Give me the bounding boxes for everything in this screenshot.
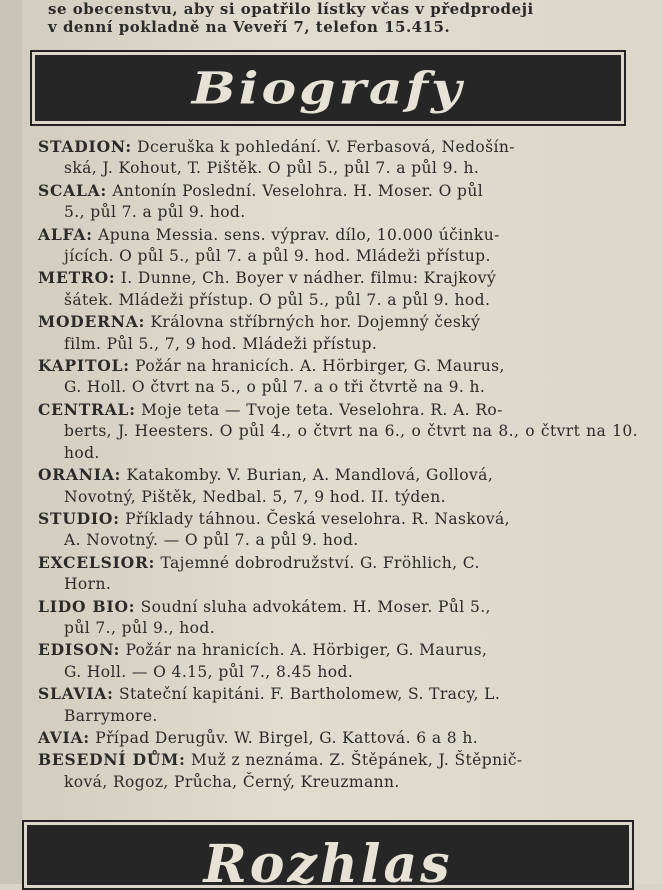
top-notice-line-1: se obecenstvu, aby si opatřilo lístky včas v předprodeji [48, 0, 534, 18]
section-title: Biografy [191, 62, 465, 114]
cinema-entry [38, 464, 638, 508]
entry-continuation: jících. O půl 5., půl 7. a půl 9. hod. Mládeži přístup. [64, 247, 491, 266]
entry-line: Případ Derugův. W. Birgel, G. Kattová. 6 a 8 h. [95, 728, 479, 747]
entry-line: Královna stříbrných hor. Dojemný český [150, 313, 481, 332]
cinema-name: STUDIO: [38, 508, 120, 528]
entry-line: Tajemné dobrodružství. G. Fröhlich, C. [160, 553, 480, 572]
cinema-entry [38, 683, 638, 727]
cinema-name: MODERNA: [38, 312, 146, 332]
cinema-name: BESEDNÍ DŮM: [38, 750, 186, 770]
cinema-entry [38, 727, 638, 749]
entry-line: Apuna Messia. sens. výprav. dílo, 10.000 účinku- [98, 225, 500, 244]
cinema-entry [38, 136, 638, 180]
cinema-name: LIDO BIO: [38, 596, 136, 616]
entry-line: Katakomby. V. Burian, A. Mandlová, Gollová, [126, 466, 494, 485]
cinema-name: ORANIA: [38, 465, 122, 485]
cinema-entry [38, 749, 638, 793]
entry-continuation: Novotný, Pištěk, Nedbal. 5, 7, 9 hod. II. týden. [64, 487, 446, 506]
cinema-entry [38, 639, 638, 683]
entry-line: Antonín Poslední. Veselohra. H. Moser. O půl [112, 181, 484, 200]
entry-continuation: Horn. [64, 575, 112, 594]
entry-line: I. Dunne, Ch. Boyer v nádher. filmu: Krajkový [120, 269, 497, 288]
entry-line: Příklady táhnou. Česká veselohra. R. Nasková, [125, 509, 510, 528]
entry-continuation: 5., půl 7. a půl 9. hod. [64, 203, 246, 222]
cinema-entry [38, 180, 638, 224]
entry-continuation: A. Novotný. — O půl 7. a půl 9. hod. [64, 531, 359, 550]
entry-line: Soudní sluha advokátem. H. Moser. Půl 5., [140, 597, 491, 616]
cinema-entry [38, 224, 638, 268]
cinema-name: KAPITOL: [38, 356, 130, 376]
next-section-title: Rozhlas [203, 834, 453, 885]
cinema-name: SLAVIA: [38, 684, 114, 704]
entry-continuation: ková, Rogoz, Průcha, Černý, Kreuzmann. [64, 772, 400, 791]
page-gutter [0, 0, 24, 884]
entry-line: Dceruška k pohledání. V. Ferbasová, Nedošín- [137, 138, 515, 156]
cinema-entry [38, 596, 638, 640]
entry-continuation: G. Holl. — O 4.15, půl 7., 8.45 hod. [64, 662, 354, 681]
top-notice [48, 0, 648, 36]
cinema-entry [38, 399, 638, 464]
cinema-name: SCALA: [38, 180, 108, 200]
cinema-name: EDISON: [38, 640, 121, 660]
entry-continuation: berts, J. Heesters. O půl 4., o čtvrt na 6., o čtvrt na 8., o čtvrt na 10. hod. [64, 422, 638, 462]
cinema-name: ALFA: [38, 224, 93, 244]
entry-line: Muž z neznáma. Z. Štěpánek, J. Štěpnič- [190, 751, 523, 770]
section-banner-fill [35, 55, 621, 121]
entry-line: Požár na hranicích. A. Hörbirger, G. Maurus, [135, 357, 505, 376]
entry-line: Moje teta — Tvoje teta. Veselohra. R. A. Ro- [141, 400, 503, 419]
cinema-entry [38, 355, 638, 399]
cinema-entry [38, 508, 638, 552]
entry-line: Požár na hranicích. A. Hörbiger, G. Maurus, [125, 641, 488, 660]
next-section-banner-fill [27, 825, 629, 885]
cinema-name: AVIA: [38, 727, 90, 747]
entry-continuation: šátek. Mládeži přístup. O půl 5., půl 7. a půl 9. hod. [64, 290, 491, 309]
top-notice-line-2: v denní pokladně na Veveří 7, telefon 15.415. [48, 18, 451, 36]
entry-line: Stateční kapitáni. F. Bartholomew, S. Tracy, L. [118, 685, 501, 704]
cinema-name: METRO: [38, 268, 116, 288]
entry-continuation: film. Půl 5., 7, 9 hod. Mládeži přístup. [64, 334, 378, 353]
cinema-entry [38, 552, 638, 596]
cinema-listing [38, 136, 638, 793]
next-section-banner [22, 820, 634, 890]
entry-continuation: půl 7., půl 9., hod. [64, 618, 216, 637]
cinema-name: CENTRAL: [38, 399, 136, 419]
cinema-name: STADION: [38, 137, 132, 156]
section-banner [30, 50, 626, 126]
entry-continuation: G. Holl. O čtvrt na 5., o půl 7. a o tři čtvrtě na 9. h. [64, 378, 486, 397]
entry-continuation: ská, J. Kohout, T. Pištěk. O půl 5., půl 7. a půl 9. h. [64, 159, 480, 178]
cinema-entry [38, 311, 638, 355]
cinema-name: EXCELSIOR: [38, 552, 156, 572]
cinema-entry [38, 267, 638, 311]
entry-continuation: Barrymore. [64, 706, 158, 725]
